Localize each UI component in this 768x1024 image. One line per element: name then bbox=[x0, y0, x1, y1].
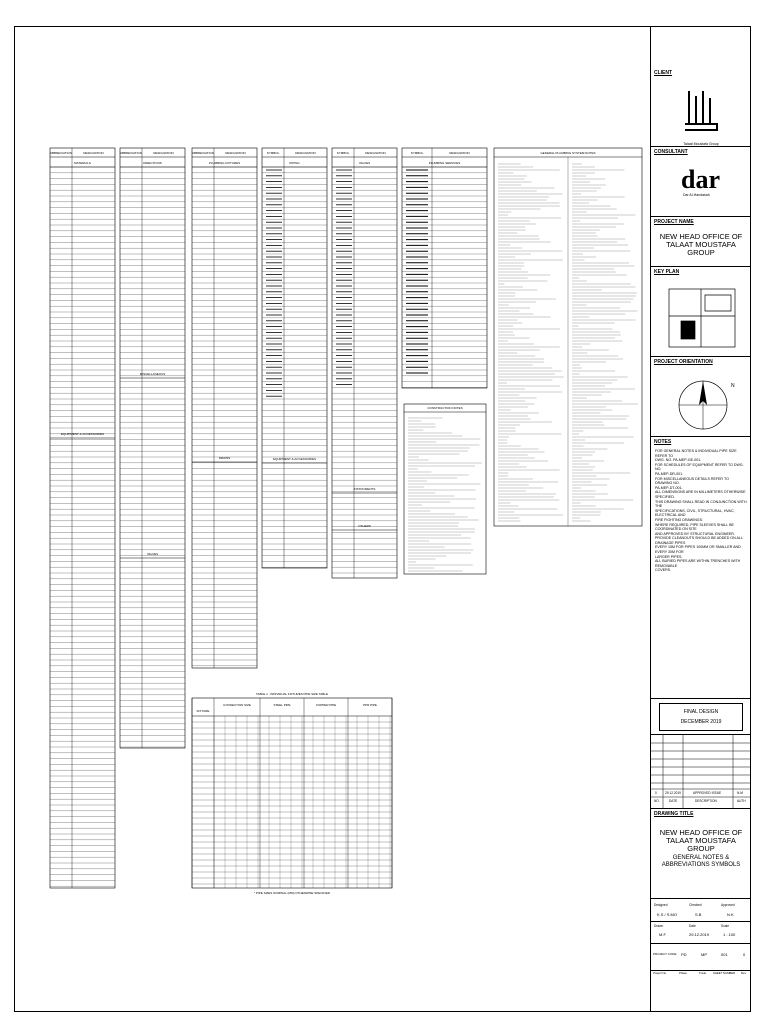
drawing-title-label: DRAWING TITLE bbox=[654, 811, 694, 817]
drawn-value: M.F bbox=[659, 932, 666, 937]
code-rev: 0 bbox=[743, 952, 746, 957]
project-name-label: PROJECT NAME bbox=[654, 219, 694, 225]
notes-list bbox=[651, 449, 751, 573]
table-heading: ABBREVIATION bbox=[192, 151, 214, 155]
table-heading: SYMBOL bbox=[266, 151, 280, 155]
note-line: FOR MISCELLANEOUS DETAILS REFER TO DRAWING NO. bbox=[655, 476, 729, 486]
table-heading: VALVES bbox=[358, 161, 371, 165]
note-line: EVERY 15M FOR PIPES 100MM OR SMALLER AND EVERY 30M FOR bbox=[655, 545, 741, 555]
table-heading: ABBREVIATION bbox=[120, 151, 142, 155]
table-heading: EQUIPMENT & ACCESSORIES bbox=[61, 432, 104, 436]
key-plan-drawing bbox=[661, 281, 741, 353]
status-date: DECEMBER 2019 bbox=[680, 719, 722, 725]
key-plan-box bbox=[651, 266, 751, 356]
checked-value: S.B bbox=[695, 912, 702, 917]
table-heading: DESIGNATION bbox=[83, 151, 104, 155]
orientation-box bbox=[651, 356, 751, 436]
note-line: PROVIDE CLEANOUTS SHOULD BE ADDED ON ALL DRAINAGE PIPES bbox=[655, 536, 743, 545]
drawing-title-2: GENERAL NOTES & ABBREVIATIONS SYMBOLS bbox=[661, 855, 741, 868]
table-heading: MISCELLANEOUS bbox=[139, 372, 166, 376]
note-line: PA-MEP-DR-001. bbox=[655, 471, 684, 476]
note-line: PA-MEP-DT-001. bbox=[655, 485, 683, 490]
title-block bbox=[650, 26, 751, 1012]
north-label: N bbox=[731, 383, 735, 389]
table-heading: CONSTRUCTION NOTES bbox=[427, 406, 463, 410]
code-project: PROJECT CODE bbox=[653, 952, 677, 956]
table-heading: DRAINS bbox=[218, 456, 231, 460]
note-line: FOR GENERAL NOTES & INDIVIDUAL PIPE SIZE REFER TO bbox=[655, 449, 737, 458]
table-heading: SYMBOL bbox=[410, 151, 424, 155]
rev-header-no: NO. bbox=[654, 799, 660, 803]
rev-no: 0 bbox=[655, 791, 657, 795]
table-heading: GENERAL PLUMBING SYSTEM NOTES bbox=[540, 151, 596, 155]
note-line: FOR SCHEDULES OF EQUIPMENT REFER TO DWG. NO. bbox=[655, 462, 744, 472]
revision-box bbox=[651, 734, 751, 808]
table-heading: * PIPE SIZES NOMINAL (MM) OTHERWISE SPECIFIED bbox=[253, 891, 331, 895]
consultant-logo: dar bbox=[681, 165, 720, 194]
table-frame bbox=[402, 148, 487, 388]
consultant-label: CONSULTANT bbox=[654, 149, 688, 155]
table-heading: MATERIALS bbox=[74, 161, 91, 165]
table-heading: OTHERS bbox=[358, 524, 371, 528]
notes-box bbox=[651, 436, 751, 698]
consultant-box bbox=[651, 146, 751, 216]
code-label-rev: Rev. bbox=[741, 971, 747, 975]
drawing-title-1: NEW HEAD OFFICE OF TALAAT MOUSTAFA GROUP bbox=[659, 828, 743, 853]
notes-label: NOTES bbox=[654, 439, 672, 445]
table-frame bbox=[192, 148, 257, 668]
drawn-label: Drawn bbox=[654, 924, 664, 928]
consultant-sub: Dar Al-Handasah bbox=[683, 193, 710, 197]
client-label: CLIENT bbox=[654, 70, 673, 76]
checked-label: Checked bbox=[689, 903, 702, 907]
note-line: DWG. NO. PA-MEP-GE-001. bbox=[655, 458, 702, 463]
table-heading: ABBREVIATION bbox=[50, 151, 72, 155]
table-heading: VALVES bbox=[146, 552, 159, 556]
approved-label: Approved bbox=[721, 903, 735, 907]
table-heading: FIXTURE bbox=[196, 709, 210, 713]
table-frame bbox=[332, 148, 397, 578]
note-line: FIRE FIGHTING DRAWINGS. bbox=[655, 517, 703, 522]
client-name: Talaat Moustafa Group bbox=[683, 142, 719, 146]
rev-header-auth: AUTH bbox=[737, 799, 746, 803]
note-line: WHERE REQUIRED, PIPE SLEEVES SHALL BE COORDINATED ON SITE bbox=[655, 522, 734, 532]
table-frame bbox=[50, 148, 115, 888]
code-sheet: 001 bbox=[721, 952, 728, 957]
signatures-box bbox=[651, 898, 751, 1012]
table-heading: DESIGNATION bbox=[365, 151, 386, 155]
date-label: Date bbox=[689, 924, 696, 928]
table-heading: CONNECTION SIZE bbox=[223, 703, 251, 707]
rev-auth: N.M bbox=[737, 791, 743, 795]
note-line: ALL BURIED PIPES ARE WITHIN TRENCHES WITH REMOVABLE bbox=[655, 559, 741, 568]
pipe-size-table bbox=[192, 698, 392, 888]
note-line: AND APPROVED BY STRUCTURAL ENGINEER. bbox=[655, 531, 735, 536]
code-label-sheet: SHEET NUMBER bbox=[713, 971, 736, 975]
approved-value: N.K bbox=[727, 912, 734, 917]
project-name-box bbox=[651, 216, 751, 266]
rev-desc: APPROVED ISSUE bbox=[693, 791, 722, 795]
table-frame bbox=[120, 148, 185, 748]
rev-date: 29.12.2019 bbox=[665, 791, 681, 795]
code-label-phase: Phase bbox=[679, 971, 687, 975]
code-label-trade: Trade bbox=[699, 971, 707, 975]
table-heading: DESIGNATION bbox=[225, 151, 246, 155]
table-heading: STEEL PIPE bbox=[273, 703, 291, 707]
status-box bbox=[651, 698, 751, 734]
drawing-area bbox=[14, 26, 654, 1012]
table-heading: PPR PIPE bbox=[363, 703, 377, 707]
key-plan-label: KEY PLAN bbox=[654, 269, 680, 275]
orientation-label: PROJECT ORIENTATION bbox=[654, 359, 713, 365]
drawing-title-box bbox=[651, 808, 751, 898]
table-heading: PIPING bbox=[289, 161, 300, 165]
revision-grid bbox=[651, 735, 751, 809]
status-text: FINAL DESIGN bbox=[683, 709, 719, 715]
table-heading: COPPER PIPE bbox=[315, 703, 337, 707]
note-line: SPECIFICATIONS, CIVIL, STRUCTURAL, HVAC, ELECTRICAL AND bbox=[655, 508, 735, 518]
client-logo-icon bbox=[681, 86, 721, 141]
construction-notes-box bbox=[404, 404, 486, 574]
scale-label: Scale bbox=[721, 924, 729, 928]
project-name: NEW HEAD OFFICE OF TALAAT MOUSTAFA GROUP bbox=[659, 232, 743, 257]
table-heading: PLUMBING SERVICES bbox=[428, 161, 461, 165]
designed-label: Designed bbox=[654, 903, 668, 907]
table-heading: SYMBOL bbox=[336, 151, 350, 155]
table-heading: DESIGNATION bbox=[295, 151, 316, 155]
note-line: LARGER PIPES. bbox=[655, 554, 683, 559]
sheet-code-row bbox=[651, 943, 751, 971]
note-line: THIS DRAWING SHALL READ IN CONJUNCTION WITH THE bbox=[655, 499, 747, 509]
note-line: ALL DIMENSIONS ARE IN MILLIMETERS OTHERWISE SPECIFIED. bbox=[655, 490, 746, 499]
table-heading: DIRECTIONS bbox=[143, 161, 162, 165]
code-phase: PD bbox=[681, 952, 687, 957]
table-heading: EQUIPMENT & ACCESSORIES bbox=[273, 457, 316, 461]
designed-value: K.S / S.MO bbox=[657, 912, 678, 917]
table-heading: PLUMBING FIXTURES bbox=[208, 161, 241, 165]
rev-header-desc: DESCRIPTION bbox=[695, 799, 717, 803]
table-heading: TABLE 1 : INDIVIDUAL FIXTURES PIPE SIZE TABLE bbox=[256, 692, 328, 696]
table-heading: INSTRUMENTS bbox=[353, 487, 376, 491]
table-heading: DESIGNATION bbox=[449, 151, 470, 155]
code-label-project: Project No. bbox=[653, 971, 667, 975]
table-heading: DESIGNATION bbox=[153, 151, 174, 155]
note-line: COVERS. bbox=[655, 568, 672, 573]
code-trade: MP bbox=[701, 952, 707, 957]
rev-header-date: DATE bbox=[669, 799, 678, 803]
date-value: 29.12.2019 bbox=[689, 932, 710, 937]
scale-value: 1 : 100 bbox=[723, 932, 736, 937]
north-arrow-icon bbox=[673, 375, 733, 433]
